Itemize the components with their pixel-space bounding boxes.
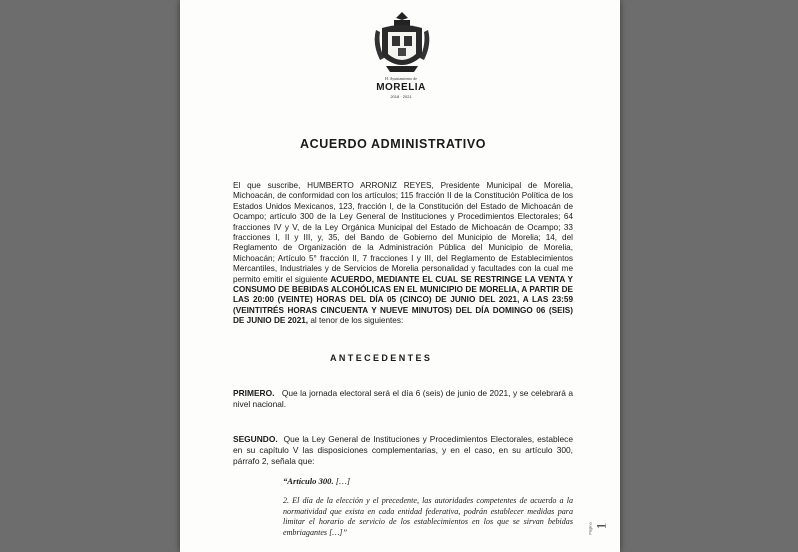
- document-page: [180, 0, 620, 552]
- intro-tail-text: al tenor de los siguientes:: [310, 316, 404, 326]
- morelia-coat-of-arms-icon: [372, 10, 432, 80]
- segundo-paragraph: [233, 434, 573, 467]
- primero-label: PRIMERO.: [233, 388, 275, 398]
- logo-caption: H. Ayuntamiento de: [385, 76, 417, 81]
- quote-body: 2. El día de la elección y el precedente, las autoridades competentes de acuerdo a la normatividad que exista en cada entidad federativa, podrán establecer medidas para limitar el horario de servicio de los establecimientos en los que se sirvan bebidas embriagantes […]”: [283, 496, 573, 538]
- intro-paragraph: [233, 181, 573, 327]
- intro-text: El que suscribe, HUMBERTO ARRONIZ REYES, Presidente Municipal de Morelia, Michoacán, de conformidad con los artículos; 115 fracción II de la Constitución Política de los Estados Unidos Mexicanos, 123, fracción I, de la Constitución del Estado de Michoacán de Ocampo; artículo 300 de la Ley General de Instituciones y Procedimientos Electorales; 64 fracciones IV y V, de la Ley Orgánica Municipal del Estado de Michoacán de Ocampo; 33 fracciones I, II y III, y, 35, del Bando de Gobierno del Municipio de Morelia; 14, del Reglamento de Organización de la Administración Pública del Municipio de Morelia, Michoacán; Artículo 5° fracción II, 7 fracciones I y III, del Reglamento de Establecimientos Mercantiles, Industriales y de Servicios de Morelia personalidad y facultades con la cual me permito emitir el siguiente: [233, 181, 573, 284]
- primero-text: Que la jornada electoral será el día 6 (seis) de junio de 2021, y se celebrará a nivel nacional.: [233, 388, 573, 409]
- quote-ellipsis: […]: [335, 476, 351, 486]
- quote-heading: [283, 476, 350, 486]
- page-number-stamp: [587, 508, 609, 548]
- page-label: Página: [587, 522, 593, 535]
- section-heading: ANTECEDENTES: [330, 353, 433, 363]
- logo-years: 2018 · 2021: [390, 94, 412, 99]
- logo-wordmark: MORELIA: [376, 82, 426, 93]
- primero-paragraph: [233, 388, 573, 410]
- quote-article: “Artículo 300.: [283, 476, 334, 486]
- page-number: 1: [593, 522, 609, 530]
- intro-agreement-text: ACUERDO, MEDIANTE EL CUAL SE RESTRINGE LA VENTA Y CONSUMO DE BEBIDAS ALCOHÓLICAS EN EL MUNICIPIO DE MORELIA, A PARTIR DE LAS 20:00 (VEINTE) HORAS DEL DÍA 05 (CINCO) DE JUNIO DEL 2021, A LAS 23:59 (VEINTITRÉS HORAS CINCUENTA Y NUEVE MINUTOS) DEL DÍA DOMINGO 06 (SEIS) DE JUNIO DE 2021,: [233, 274, 573, 326]
- document-title: ACUERDO ADMINISTRATIVO: [300, 137, 487, 151]
- segundo-label: SEGUNDO.: [233, 434, 278, 444]
- segundo-text: Que la Ley General de Instituciones y Procedimientos Electorales, establece en su capítulo V las disposiciones complementarias, y en el caso, en su artículo 300, párrafo 2, señala que:: [233, 434, 573, 466]
